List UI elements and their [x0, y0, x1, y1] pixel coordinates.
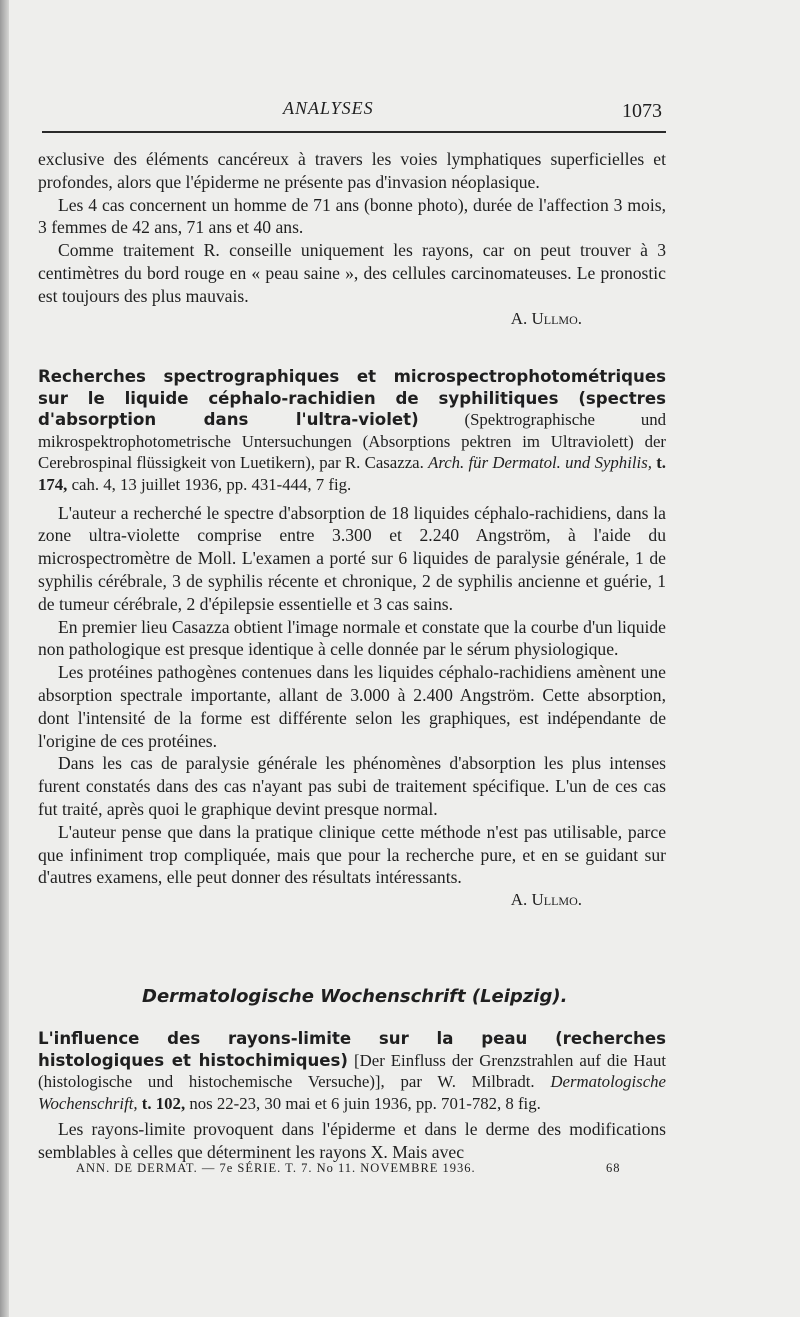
paragraph: exclusive des éléments cancéreux à travers les voies lymphatiques superficielles et profondes, alors que l'épiderme ne présente pas d'invasion néoplasique. — [38, 149, 666, 192]
page-footer — [76, 1161, 636, 1176]
running-head-title: ANALYSES — [283, 98, 374, 118]
citation-details: nos 22-23, 30 mai et 6 juin 1936, pp. 701-782, 8 fig. — [189, 1093, 541, 1113]
article-heading — [38, 366, 666, 496]
article-spectrographic — [38, 366, 666, 912]
article-heading — [38, 1028, 666, 1114]
signature-mark: 68 — [606, 1161, 621, 1175]
author-signature: A. Ullmo. — [510, 890, 582, 910]
header-rule — [42, 131, 666, 133]
paragraph: Comme traitement R. conseille uniquement les rayons, car on peut trouver à 3 centimètres du bord rouge en « peau saine », des cellules carcinomateuses. Le pronostic est toujours des plus mauvais. — [38, 240, 666, 306]
paragraph: Les protéines pathogènes contenues dans les liquides céphalo-rachidiens amènent une absorption spectrale importante, allant de 3.000 à 2.400 Angström. Cette absorption, dont l'intensité de la forme est différente selon les graphiques, est indépendante de l'origine de ces protéines. — [38, 662, 666, 751]
paragraph: L'auteur a recherché le spectre d'absorption de 18 liquides céphalo-rachidiens, dans la zone ultra-violette comprise entre 3.300 et 2.240 Angström, à l'aide du microspectromètre de Moll. L'examen a porté sur 6 liquides de paralysie générale, 1 de syphilis cérébrale, 3 de syphilis récente et chronique, 2 de syphilis ancienne et guérie, 1 de tumeur cérébrale, 2 d'épilepsie essentielle et 3 cas sains. — [38, 502, 666, 614]
page-number: 1073 — [622, 100, 662, 122]
journal-reference: Dermatologische Wochenschrift, — [38, 1072, 666, 1113]
article-title: L'influence des rayons-limite sur la peau (recherches histologiques et histochimiques) — [38, 1029, 666, 1070]
article-title: Recherches spectrographiques et microspectrophotométriques sur le liquide céphalo-rachidien de syphilitiques (spectres d'absorption dans l'ultra-violet) — [38, 367, 666, 430]
opening-section — [38, 148, 666, 330]
article-grenzstrahlen — [38, 1028, 666, 1164]
running-head — [0, 98, 800, 124]
volume: t. 102, — [141, 1093, 186, 1113]
article-citation: [Der Einfluss der Grenzstrahlen auf die Haut (histologische und histochemische Versuche)], par W. Milbradt. — [38, 1050, 666, 1092]
footer-citation: ANN. DE DERMAT. — 7e SÉRIE. T. 7. No 11. NOVEMBRE 1936. — [76, 1161, 476, 1175]
citation-details: cah. 4, 13 juillet 1936, pp. 431-444, 7 fig. — [71, 474, 352, 494]
paragraph: En premier lieu Casazza obtient l'image normale et constate que la courbe d'un liquide non pathologique est presque identique à celle donnée par le sérum physiologique. — [38, 616, 666, 660]
journal-heading: Dermatologische Wochenschrift (Leipzig). — [142, 986, 568, 1007]
paragraph: Les 4 cas concernent un homme de 71 ans (bonne photo), durée de l'affection 3 mois, 3 femmes de 42 ans, 71 ans et 40 ans. — [38, 194, 666, 238]
paragraph: Les rayons-limite provoquent dans l'épiderme et dans le derme des modifications semblables à celles que déterminent les rayons X. Mais avec — [38, 1119, 666, 1163]
volume: t. 174, — [38, 453, 666, 494]
paragraph: Dans les cas de paralysie générale les phénomènes d'absorption les plus intenses furent constatés dans des cas n'ayant pas subi de traitement spécifique. L'un de ces cas fut traité, après quoi le graphique devint presque normal. — [38, 753, 666, 819]
author-signature: A. Ullmo. — [510, 308, 582, 328]
journal-reference: Arch. für Dermatol. und Syphilis, — [428, 453, 652, 473]
page-spine-shadow — [0, 0, 9, 1317]
paragraph: L'auteur pense que dans la pratique clinique cette méthode n'est pas utilisable, parce que infiniment trop compliquée, mais que pour la recherche pure, et en se guidant sur d'autres examens, elle peut donner des résultats intéressants. — [38, 821, 666, 888]
article-citation: (Spektrographische und mikrospektrophotometrische Untersuchungen (Absorptions pektren im Ultraviolett) der Cerebrospinal flüssigkeit von Luetikern), par R. Casazza. — [38, 410, 666, 473]
